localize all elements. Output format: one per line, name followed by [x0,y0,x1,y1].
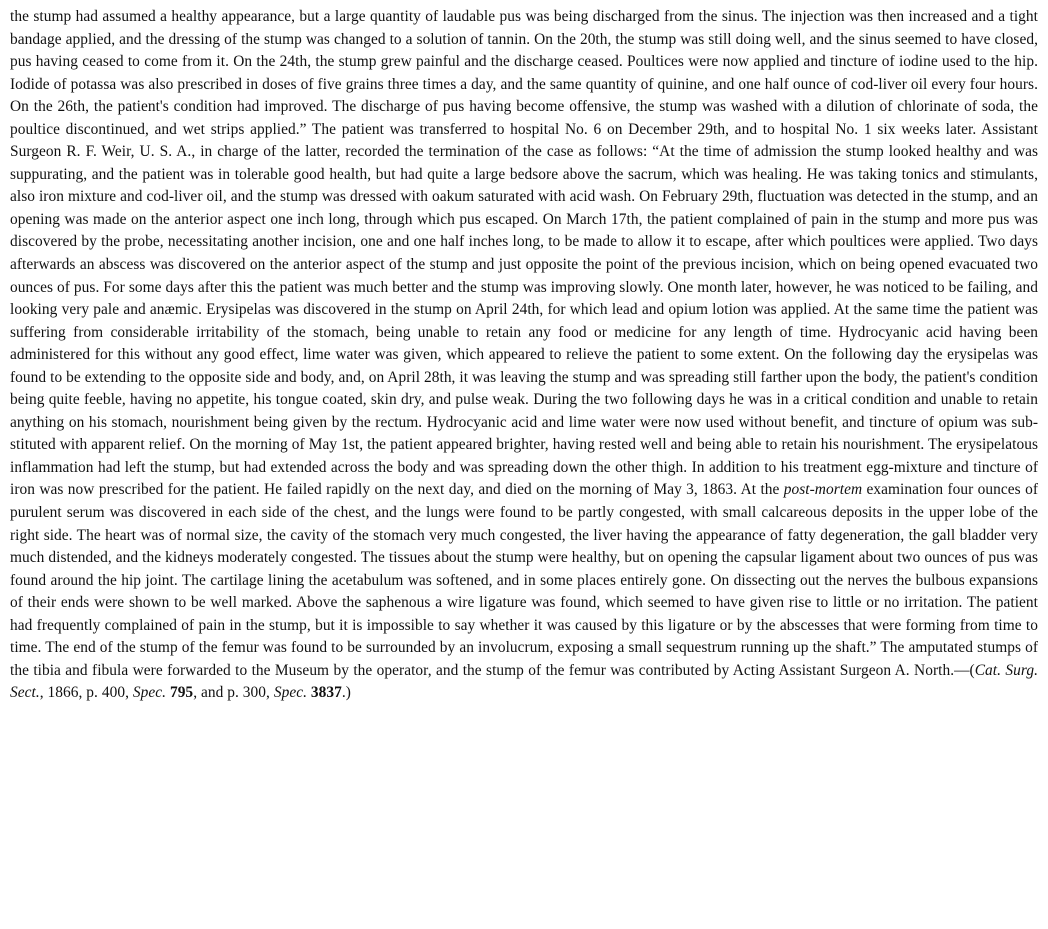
specimen-number-1: 795 [166,684,194,702]
citation-page-1: , 1866, p. 400, [39,684,133,702]
case-narrative-part-2: examination four ounces of purulent serum was discovered in each side of the chest, and the lungs were found to be partly congested, with small calcareous deposits in the upper lobe of the right side. The heart was of normal size, the cavity of the stomach very much congested, the liver having the appearance of fatty degeneration, the gall bladder very much distended, and the kidneys moderately congested. The tissues about the stump were healthy, but on opening the capsular ligament about two ounces of pus was found around the hip joint. The cartilage lining the acetabulum was softened, and in some places entirely gone. On dissecting out the nerves the bulbous expansions of their ends were shown to be well marked. Above the saphenous a wire ligature was found, which seemed to have given rise to little or no irritation. The patient had frequently complained of pain in the stump, but it is impossible to say whether it was caused by this ligature or by the abscesses that were forming from time to time. The end of the stump of the femur was found to be surrounded by an involucrum, exposing a small sequestrum running up the shaft.” The amputated stumps of the tibia and fibula were forwarded to the Museum by the operator, and the stump of the femur was contributed by Acting Assistant Surgeon A. North.—( [10,481,1039,679]
citation-close: .) [341,684,351,702]
specimen-label-2: Spec. [273,684,307,702]
post-mortem-term: post-mortem [783,481,863,499]
catalogue-citation: Cat. Surg. Sect. [10,661,1038,702]
case-report-paragraph [10,6,1038,705]
citation-page-2: , and p. 300, [193,684,274,702]
case-narrative-part-1: the stump had assumed a healthy appearance, but a large quantity of laudable pus was being discharged from the sinus. The injection was then increased and a tight bandage applied, and the dressing of the stump was changed to a solution of tannin. On the 20th, the stump was still doing well, and the sinus seemed to have closed, pus having ceased to come from it. On the 24th, the stump grew painful and the discharge ceased. Poultices were now applied and tincture of iodine used to the hip. Iodide of potassa was also prescribed in doses of five grains three times a day, and the same quantity of quinine, and one half ounce of cod-liver oil every four hours. On the 26th, the patient's condition had improved. The discharge of pus having become offensive, the stump was washed with a dilution of chlorinate of soda, the poultice discontinued, and wet strips applied.” The patient was transferred to hospital No. 6 on December 29th, and to hospital No. 1 six weeks later. Assistant Surgeon R. F. Weir, U. S. A., in charge of the latter, recorded the termination of the case as follows: “At the time of admission the stump looked healthy and was suppurating, and the patient was in tolerable good health, but had quite a large bedsore above the sacrum, which was healing. He was taking tonics and stimulants, also iron mixture and cod-liver oil, and the stump was dressed with oakum saturated with acid wash. On February 29th, fluctuation was detected in the stump, and an opening was made on the anterior aspect one inch long, through which pus escaped. On March 17th, the patient complained of pain in the stump and more pus was discovered by the probe, necessitating another incision, one and one half inches long, to be made to allow it to escape, after which poultices were applied. Two days afterwards an abscess was discovered on the anterior aspect of the stump and just opposite the point of the previous incision, which on being opened evacuated two ounces of pus. For some days after this the patient was much better and the stump was improving slowly. One month later, however, he was noticed to be failing, and looking very pale and anæmic. Erysipelas was discovered in the stump on April 24th, for which lead and opium lotion was applied. At the same time the patient was suffering from considerable irritability of the stomach, being unable to retain any food or medicine for any length of time. Hydrocyanic acid having been administered for this without any good effect, lime water was given, which appeared to relieve the patient to some extent. On the following day the erysipelas was found to be extending to the opposite side and body, and, on April 28th, it was leaving the stump and was spreading still farther upon the body, the patient's condition being quite feeble, having no appetite, his tongue coated, skin dry, and pulse weak. During the two following days he was in a critical condition and unable to retain anything on his stomach, nourishment being given by the rectum. Hydrocyanic acid and lime water were now used without benefit, and tincture of opium was substituted with apparent relief. On the morning of May 1st, the patient appeared brighter, having rested well and being able to retain his nourishment. The erysipelatous inflammation had left the stump, but had extended across the body and was spreading down the other thigh. In addition to his treatment egg-mixture and tincture of iron was now prescribed for the patient. He failed rapidly on the next day, and died on the morning of May 3, 1863. At the [10,8,1038,499]
specimen-number-2: 3837 [306,684,342,702]
specimen-label-1: Spec. [132,684,167,702]
